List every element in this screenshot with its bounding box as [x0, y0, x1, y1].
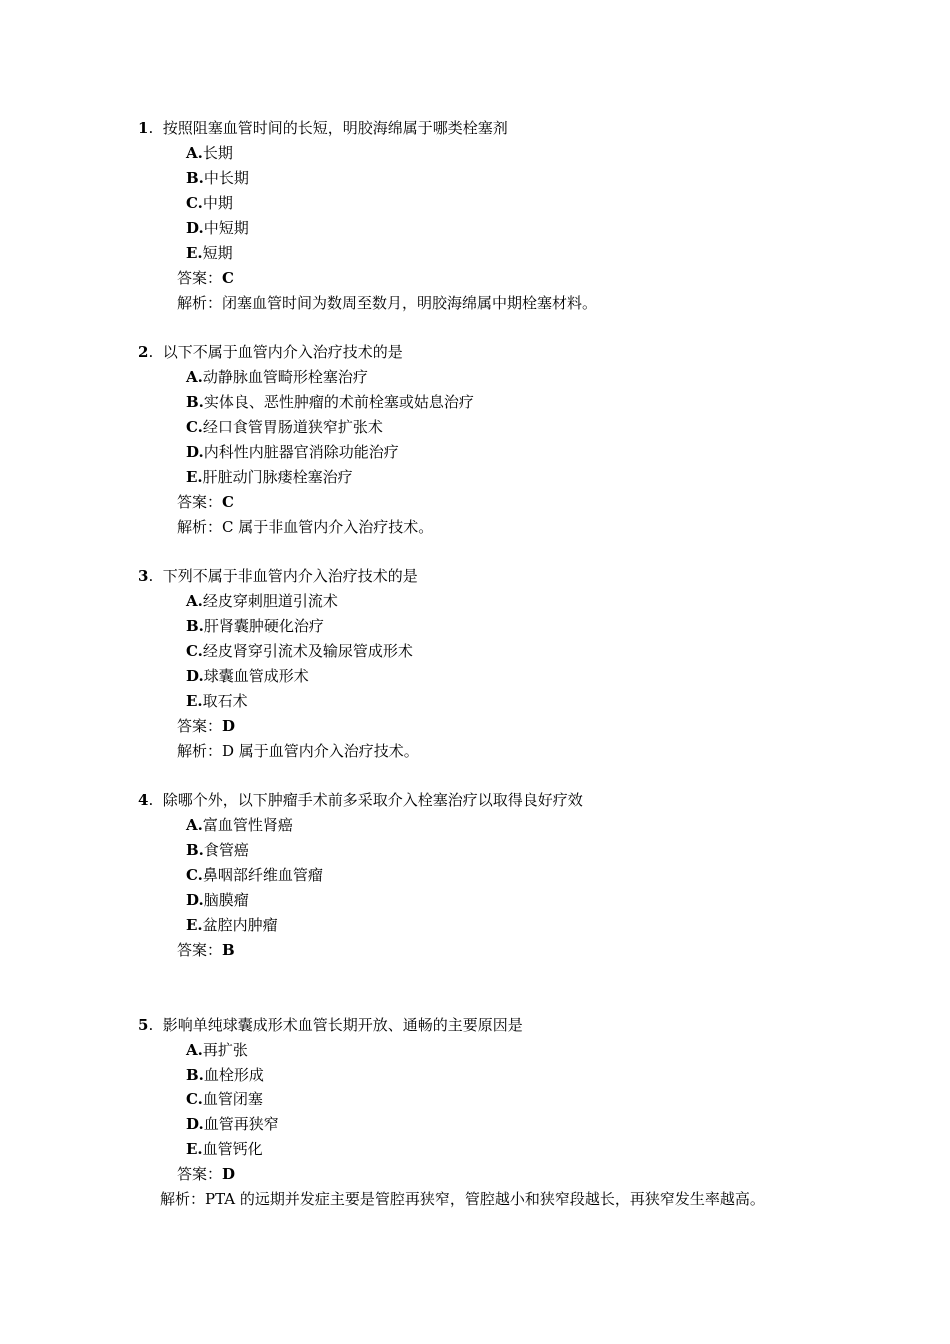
answer-value: C: [222, 493, 234, 511]
answer-value: D: [222, 1165, 236, 1183]
option-c: [186, 641, 413, 661]
option-text: 取石术: [202, 692, 248, 710]
option-text: 盆腔内肿瘤: [202, 916, 278, 934]
option-b: [186, 392, 474, 412]
question-stem: 4. 除哪个外，以下肿瘤手术前多采取介入栓塞治疗以取得良好疗效: [138, 791, 583, 809]
question-stem: 3. 下列不属于非血管内介入治疗技术的是: [138, 567, 418, 585]
option-letter: B.: [186, 1066, 204, 1084]
option-e: [186, 915, 278, 935]
option-c: [186, 1089, 263, 1109]
option-text: 中短期: [203, 219, 249, 237]
option-a: [186, 367, 368, 387]
option-text: 肝肾囊肿硬化治疗: [203, 617, 324, 635]
option-e: [186, 467, 353, 487]
option-text: 血管钙化: [202, 1140, 263, 1158]
option-d: [186, 890, 249, 910]
option-text: 富血管性肾癌: [202, 816, 293, 834]
question-text: 下列不属于非血管内介入治疗技术的是: [162, 567, 418, 585]
answer-value: D: [222, 717, 236, 735]
question-stem: 1. 按照阻塞血管时间的长短，明胶海绵属于哪类栓塞剂: [138, 119, 508, 137]
option-text: 血管再狭窄: [203, 1115, 279, 1133]
option-letter: E.: [186, 692, 203, 710]
answer-label: 答案：: [177, 493, 223, 511]
explanation: 解析：D 属于血管内介入治疗技术。: [177, 742, 419, 760]
option-a: [186, 815, 293, 835]
option-letter: B.: [186, 393, 204, 411]
option-text: 肝脏动门脉瘘栓塞治疗: [202, 468, 353, 486]
option-letter: E.: [186, 1140, 203, 1158]
option-letter: A.: [186, 1041, 203, 1059]
option-letter: D.: [186, 1115, 204, 1133]
answer-value: B: [222, 941, 235, 959]
answer-label: 答案：: [177, 717, 223, 735]
option-letter: A.: [186, 368, 203, 386]
answer-value: C: [222, 269, 234, 287]
answer: [177, 492, 234, 512]
option-letter: D.: [186, 219, 204, 237]
option-text: 中期: [202, 194, 233, 212]
option-d: [186, 666, 309, 686]
option-text: 长期: [202, 144, 233, 162]
option-c: [186, 865, 323, 885]
question-text: 以下不属于血管内介入治疗技术的是: [162, 343, 403, 361]
option-d: [186, 442, 399, 462]
option-letter: C.: [186, 418, 203, 436]
option-a: [186, 591, 338, 611]
option-text: 血栓形成: [203, 1066, 264, 1084]
option-letter: D.: [186, 891, 204, 909]
option-text: 内科性内脏器官消除功能治疗: [203, 443, 399, 461]
question-number: 1: [138, 119, 149, 137]
option-d: [186, 1114, 279, 1134]
option-letter: B.: [186, 841, 204, 859]
option-b: [186, 616, 324, 636]
option-letter: A.: [186, 816, 203, 834]
option-c: [186, 193, 233, 213]
option-letter: C.: [186, 642, 203, 660]
option-b: [186, 1065, 264, 1085]
answer: [177, 1164, 235, 1184]
option-text: 实体良、恶性肿瘤的术前栓塞或姑息治疗: [203, 393, 474, 411]
option-b: [186, 840, 249, 860]
option-text: 血管闭塞: [202, 1090, 263, 1108]
option-b: [186, 168, 249, 188]
option-letter: A.: [186, 144, 203, 162]
answer-label: 答案：: [177, 941, 223, 959]
option-text: 球囊血管成形术: [203, 667, 309, 685]
explanation: 解析：闭塞血管时间为数周至数月，明胶海绵属中期栓塞材料。: [177, 294, 598, 312]
option-letter: C.: [186, 1090, 203, 1108]
option-letter: D.: [186, 667, 204, 685]
option-letter: E.: [186, 468, 203, 486]
option-letter: E.: [186, 916, 203, 934]
question-stem: 2. 以下不属于血管内介入治疗技术的是: [138, 343, 403, 361]
answer: [177, 716, 235, 736]
question-number: 2: [138, 343, 149, 361]
option-e: [186, 691, 248, 711]
option-letter: D.: [186, 443, 204, 461]
question-text: 影响单纯球囊成形术血管长期开放、通畅的主要原因是: [162, 1016, 523, 1034]
option-text: 再扩张: [202, 1041, 248, 1059]
option-text: 短期: [202, 244, 233, 262]
question-number: 3: [138, 567, 149, 585]
question-text: 除哪个外，以下肿瘤手术前多采取介入栓塞治疗以取得良好疗效: [162, 791, 583, 809]
option-letter: C.: [186, 866, 203, 884]
option-d: [186, 218, 249, 238]
question-number: 4: [138, 791, 149, 809]
explanation: 解析：C 属于非血管内介入治疗技术。: [177, 518, 434, 536]
answer: [177, 268, 234, 288]
option-text: 中长期: [203, 169, 249, 187]
answer-label: 答案：: [177, 269, 223, 287]
option-a: [186, 1040, 248, 1060]
option-letter: B.: [186, 169, 204, 187]
option-e: [186, 1139, 263, 1159]
option-text: 食管癌: [203, 841, 249, 859]
explanation: 解析：PTA 的远期并发症主要是管腔再狭窄，管腔越小和狭窄段越长，再狭窄发生率越高。: [160, 1190, 765, 1208]
option-letter: C.: [186, 194, 203, 212]
question-number: 5: [138, 1016, 149, 1034]
answer: [177, 940, 235, 960]
option-letter: A.: [186, 592, 203, 610]
option-e: [186, 243, 233, 263]
option-text: 经皮肾穿引流术及输尿管成形术: [202, 642, 413, 660]
answer-label: 答案：: [177, 1165, 223, 1183]
option-a: [186, 143, 233, 163]
option-text: 脑膜瘤: [203, 891, 249, 909]
option-text: 经口食管胃肠道狭窄扩张术: [202, 418, 383, 436]
question-text: 按照阻塞血管时间的长短，明胶海绵属于哪类栓塞剂: [162, 119, 508, 137]
question-stem: 5. 影响单纯球囊成形术血管长期开放、通畅的主要原因是: [138, 1016, 523, 1034]
option-text: 鼻咽部纤维血管瘤: [202, 866, 323, 884]
option-text: 动静脉血管畸形栓塞治疗: [202, 368, 368, 386]
option-letter: E.: [186, 244, 203, 262]
option-letter: B.: [186, 617, 204, 635]
option-c: [186, 417, 383, 437]
option-text: 经皮穿刺胆道引流术: [202, 592, 338, 610]
